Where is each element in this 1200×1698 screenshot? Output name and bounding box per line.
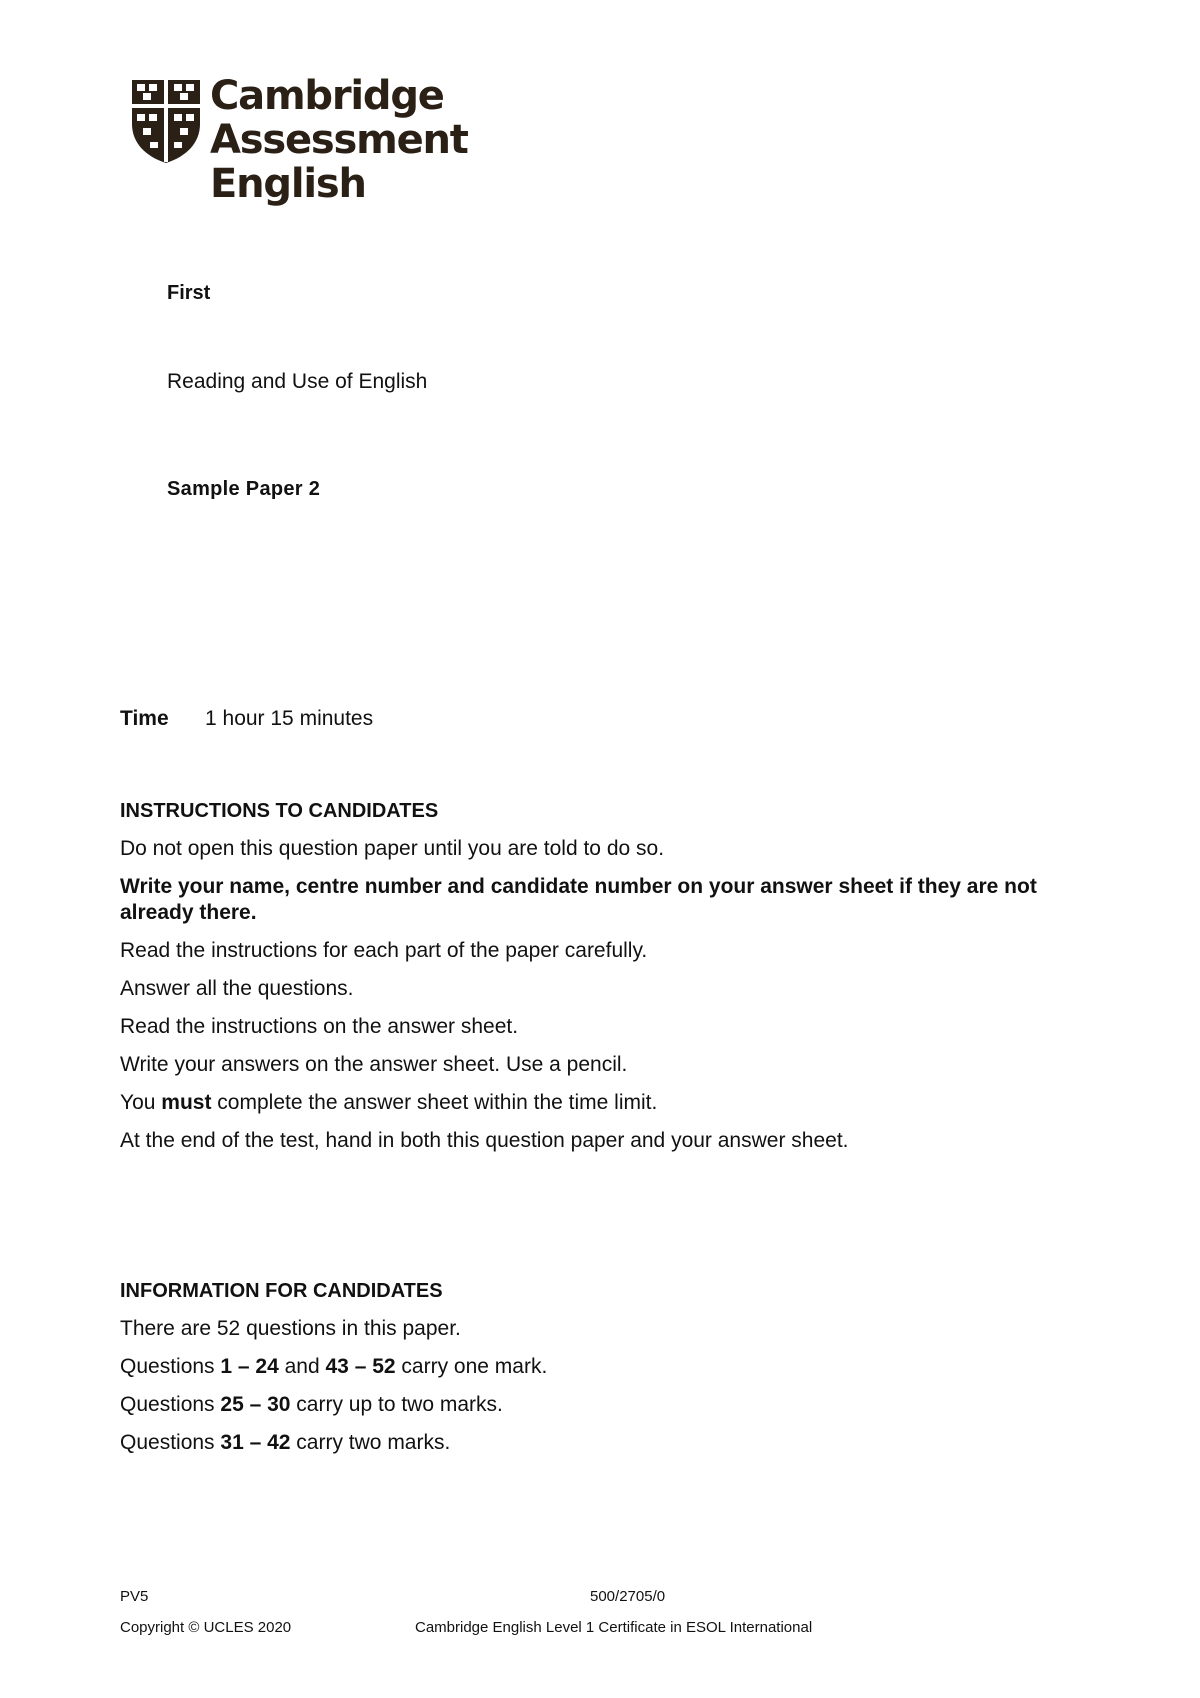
must-post: complete the answer sheet within the time limit. [211, 1091, 658, 1114]
information-line [120, 1392, 1080, 1418]
footer-copyright: Copyright © UCLES 2020 [120, 1619, 292, 1636]
question-range: 31 – 42 [220, 1431, 291, 1454]
information-heading: INFORMATION FOR CANDIDATES [120, 1280, 443, 1302]
info-text: and [278, 1355, 326, 1378]
must-emphasis: must [161, 1091, 212, 1114]
instruction-item-must [120, 1090, 1080, 1116]
must-pre: You [120, 1091, 162, 1114]
cambridge-logo [130, 73, 650, 207]
question-range: 43 – 52 [325, 1355, 396, 1378]
info-text: carry one mark. [395, 1355, 548, 1378]
instruction-item: Do not open this question paper until you are told to do so. [120, 837, 665, 860]
instructions-section [120, 798, 1080, 1166]
information-line [120, 1430, 1080, 1456]
question-range: 1 – 24 [220, 1355, 279, 1378]
logo-wordmark [210, 74, 650, 206]
instruction-item: Write your answers on the answer sheet. Use a pencil. [120, 1053, 628, 1076]
exam-subtitle: Reading and Use of English [167, 370, 428, 393]
instruction-item: Read the instructions on the answer sheet. [120, 1015, 519, 1038]
info-text: Questions [120, 1393, 221, 1416]
instruction-item: Read the instructions for each part of the paper carefully. [120, 939, 648, 962]
info-text: carry up to two marks. [290, 1393, 503, 1416]
logo-line-2: English [210, 161, 366, 207]
footer-ref: 500/2705/0 [590, 1588, 666, 1605]
footer-code: PV5 [120, 1588, 149, 1605]
instructions-heading: INSTRUCTIONS TO CANDIDATES [120, 800, 439, 822]
question-range: 25 – 30 [220, 1393, 291, 1416]
sample-paper-label: Sample Paper 2 [167, 478, 321, 500]
instruction-item: Write your name, centre number and candidate number on your answer sheet if they are not already there. [120, 875, 1037, 924]
footer-certificate: Cambridge English Level 1 Certificate in ESOL International [415, 1619, 813, 1636]
info-text: Questions [120, 1431, 221, 1454]
logo-line-1: Cambridge Assessment [210, 73, 468, 163]
instruction-item: At the end of the test, hand in both this question paper and your answer sheet. [120, 1129, 849, 1152]
information-section [120, 1278, 1080, 1468]
information-line [120, 1354, 1080, 1380]
instruction-item: Answer all the questions. [120, 977, 354, 1000]
info-text: Questions [120, 1355, 221, 1378]
time-label: Time [120, 707, 169, 730]
information-intro: There are 52 questions in this paper. [120, 1317, 461, 1340]
time-row [120, 707, 373, 731]
time-value: 1 hour 15 minutes [205, 707, 374, 730]
exam-title: First [167, 282, 211, 304]
cambridge-shield-icon [130, 78, 202, 164]
info-text: carry two marks. [290, 1431, 451, 1454]
